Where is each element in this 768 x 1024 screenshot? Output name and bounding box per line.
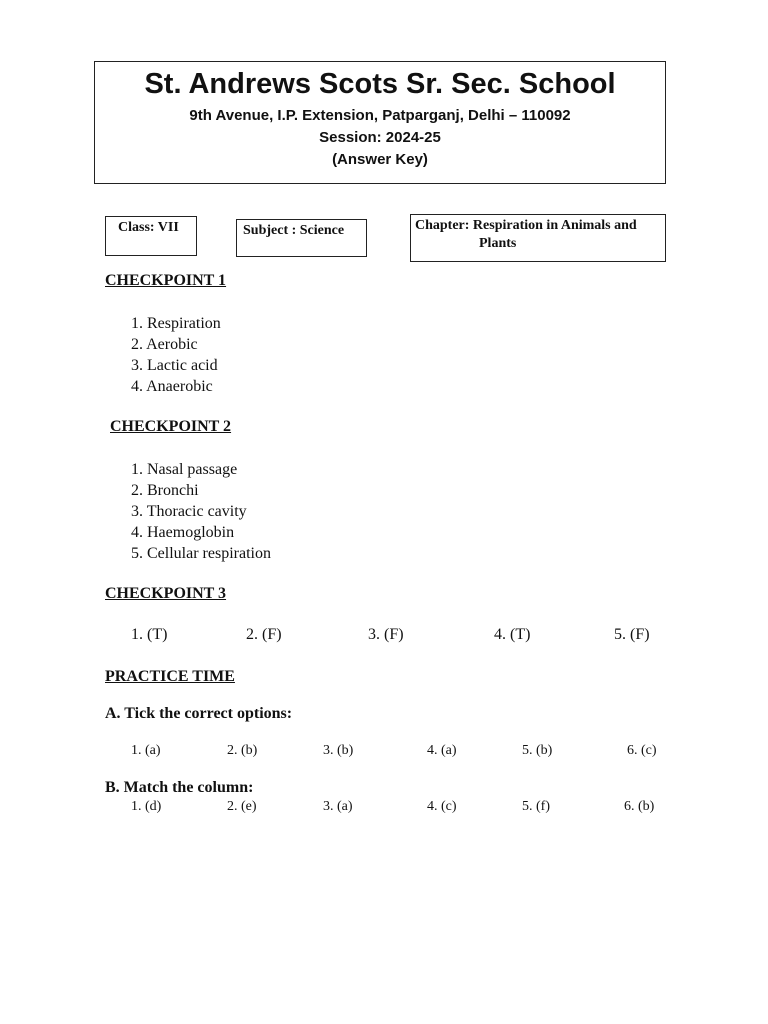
checkpoint-2-title: CHECKPOINT 2 xyxy=(110,418,232,435)
school-header xyxy=(94,61,666,184)
class-box xyxy=(105,216,197,256)
checkpoint-1-title: CHECKPOINT 1 xyxy=(105,272,227,289)
school-name: St. Andrews Scots Sr. Sec. School xyxy=(144,68,616,100)
checkpoint-2-list xyxy=(131,459,271,564)
section-a-answer: 6. (c) xyxy=(627,743,657,758)
list-item: 4. Anaerobic xyxy=(131,378,213,395)
chapter-box xyxy=(410,214,666,262)
section-b-answer: 5. (f) xyxy=(522,799,550,814)
section-b-answer: 1. (d) xyxy=(131,799,162,814)
list-item: 5. Cellular respiration xyxy=(131,545,271,562)
checkpoint-1-list xyxy=(131,313,221,397)
class-label: Class: VII xyxy=(118,220,179,235)
answer-key-label: (Answer Key) xyxy=(332,151,428,168)
section-b-answer: 3. (a) xyxy=(323,799,353,814)
section-b-answer: 2. (e) xyxy=(227,799,257,814)
list-item: 3. Thoracic cavity xyxy=(131,503,247,520)
chapter-line-2: Plants xyxy=(479,236,517,251)
list-item: 3. Lactic acid xyxy=(131,357,218,374)
chapter-line-1: Chapter: Respiration in Animals and xyxy=(415,218,637,233)
section-a-answer: 3. (b) xyxy=(323,743,354,758)
checkpoint-3-answer: 4. (T) xyxy=(494,626,531,643)
section-a-title: A. Tick the correct options: xyxy=(105,705,293,722)
checkpoint-3-answer: 5. (F) xyxy=(614,626,650,643)
checkpoint-3-answer: 2. (F) xyxy=(246,626,282,643)
list-item: 4. Haemoglobin xyxy=(131,524,235,541)
section-a-answer: 5. (b) xyxy=(522,743,553,758)
section-a-answer: 4. (a) xyxy=(427,743,457,758)
section-b-answer: 4. (c) xyxy=(427,799,457,814)
list-item: 1. Respiration xyxy=(131,315,221,332)
session-label: Session: 2024-25 xyxy=(319,129,441,146)
section-a-answer: 1. (a) xyxy=(131,743,161,758)
checkpoint-3-title: CHECKPOINT 3 xyxy=(105,585,227,602)
checkpoint-3-answer: 1. (T) xyxy=(131,626,168,643)
subject-box xyxy=(236,219,367,257)
section-a-answer: 2. (b) xyxy=(227,743,258,758)
school-address: 9th Avenue, I.P. Extension, Patparganj, Delhi – 110092 xyxy=(189,107,571,124)
section-b-answer: 6. (b) xyxy=(624,799,655,814)
subject-label: Subject : Science xyxy=(243,223,345,238)
list-item: 2. Aerobic xyxy=(131,336,198,353)
list-item: 2. Bronchi xyxy=(131,482,199,499)
section-b-title: B. Match the column: xyxy=(105,779,254,796)
practice-time-title: PRACTICE TIME xyxy=(105,668,235,685)
checkpoint-3-answer: 3. (F) xyxy=(368,626,404,643)
list-item: 1. Nasal passage xyxy=(131,461,238,478)
